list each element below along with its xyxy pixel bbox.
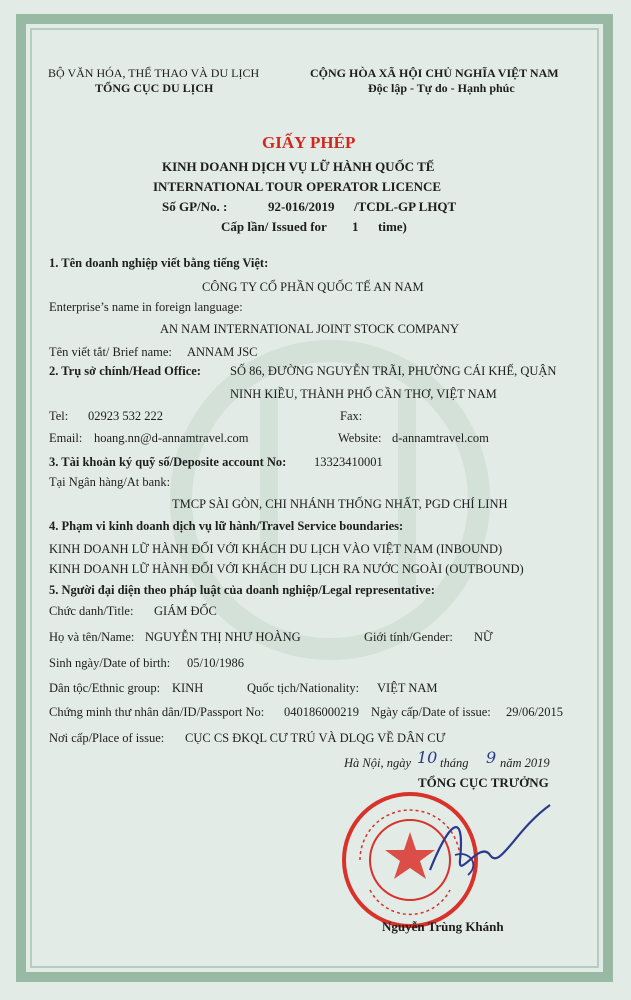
s2-label: 2. Trụ sở chính/Head Office: (49, 364, 201, 378)
signer-name: Nguyễn Trùng Khánh (382, 919, 504, 934)
s2-email-label: Email: (49, 431, 83, 445)
s5-dob-value: 05/10/1986 (187, 656, 244, 670)
s2-address-line1: SỐ 86, ĐƯỜNG NGUYỄN TRÃI, PHƯỜNG CÁI KHẾ, QUẬN (230, 364, 557, 378)
s1-vn-name: CÔNG TY CỔ PHẦN QUỐC TẾ AN NAM (202, 280, 424, 294)
s5-id-value: 040186000219 (284, 705, 359, 719)
s5-name-value: NGUYỄN THỊ NHƯ HOÀNG (145, 630, 301, 644)
date-day: 10 (417, 748, 438, 767)
s2-website-label: Website: (338, 431, 382, 445)
date-month-label: tháng (440, 756, 469, 770)
s2-fax-label: Fax: (340, 409, 363, 423)
licence-no-value: 92-016/2019 (268, 199, 335, 214)
s3-bank-value: TMCP SÀI GÒN, CHI NHÁNH THỐNG NHẤT, PGD CHÍ LINH (172, 497, 508, 511)
s2-tel-value: 02923 532 222 (88, 409, 163, 423)
s5-nationality-label: Quốc tịch/Nationality: (247, 681, 360, 695)
s2-email-value: hoang.nn@d-annamtravel.com (94, 431, 249, 445)
issued-label: Cấp lần/ Issued for (221, 219, 327, 234)
licence-title-en: INTERNATIONAL TOUR OPERATOR LICENCE (153, 179, 442, 194)
s5-place-value: CỤC CS ĐKQL CƯ TRÚ VÀ DLQG VỀ DÂN CƯ (185, 731, 446, 745)
watermark-emblem-center (260, 390, 416, 590)
date-prefix: Hà Nội, ngày (344, 756, 412, 770)
s1-brief-value: ANNAM JSC (187, 345, 258, 359)
header-republic: CỘNG HÒA XÃ HỘI CHỦ NGHĨA VIỆT NAM (310, 66, 559, 80)
licence-no-suffix: /TCDL-GP LHQT (354, 199, 457, 214)
s1-foreign-label: Enterprise’s name in foreign language: (49, 300, 243, 314)
s1-label: 1. Tên doanh nghiệp viết bằng tiếng Việt: (49, 256, 269, 270)
header-ministry: BỘ VĂN HÓA, THỂ THAO VÀ DU LỊCH (48, 66, 260, 80)
s5-nationality-value: VIỆT NAM (377, 681, 438, 695)
issued-suffix: time) (378, 219, 407, 234)
s2-tel-label: Tel: (49, 409, 69, 423)
issued-value: 1 (352, 219, 359, 234)
s4-line2: KINH DOANH LỮ HÀNH ĐỐI VỚI KHÁCH DU LỊCH RA NƯỚC NGOÀI (OUTBOUND) (49, 562, 524, 576)
s5-title-label: Chức danh/Title: (49, 604, 134, 618)
s5-gender-value: NỮ (474, 630, 493, 644)
s2-website-value: d-annamtravel.com (392, 431, 489, 445)
header-motto: Độc lập - Tự do - Hạnh phúc (368, 81, 515, 95)
s4-line1: KINH DOANH LỮ HÀNH ĐỐI VỚI KHÁCH DU LỊCH VÀO VIỆT NAM (INBOUND) (49, 542, 503, 556)
handwritten-signature (420, 800, 560, 900)
s5-gender-label: Giới tính/Gender: (364, 630, 453, 644)
s5-label: 5. Người đại diện theo pháp luật của doanh nghiệp/Legal representative: (49, 583, 435, 597)
licence-title: GIẤY PHÉP (262, 133, 356, 152)
s4-label: 4. Phạm vi kinh doanh dịch vụ lữ hành/Travel Service boundaries: (49, 519, 404, 533)
date-year: năm 2019 (500, 756, 550, 770)
s5-id-label: Chứng minh thư nhân dân/ID/Passport No: (49, 705, 265, 719)
s5-ethnic-value: KINH (172, 681, 204, 695)
s5-place-label: Nơi cấp/Place of issue: (49, 731, 165, 745)
s5-ethnic-label: Dân tộc/Ethnic group: (49, 681, 161, 695)
s5-doi-value: 29/06/2015 (506, 705, 563, 719)
header-department: TỔNG CỤC DU LỊCH (95, 81, 214, 95)
s1-foreign-name: AN NAM INTERNATIONAL JOINT STOCK COMPANY (160, 322, 459, 336)
s5-title-value: GIÁM ĐỐC (154, 604, 217, 618)
s1-brief-label: Tên viết tắt/ Brief name: (49, 345, 172, 359)
s5-doi-label: Ngày cấp/Date of issue: (371, 705, 491, 719)
s3-label: 3. Tài khoản ký quỹ số/Deposite account No: (49, 455, 287, 469)
date-month: 9 (486, 748, 497, 767)
s5-name-label: Họ và tên/Name: (49, 630, 135, 644)
s3-bank-label: Tại Ngân hàng/At bank: (49, 475, 171, 489)
licence-no-label: Số GP/No. : (162, 199, 228, 214)
s5-dob-label: Sinh ngày/Date of birth: (49, 656, 171, 670)
s3-value: 13323410001 (314, 455, 383, 469)
s2-address-line2: NINH KIỀU, THÀNH PHỐ CẦN THƠ, VIỆT NAM (230, 387, 497, 401)
signer-title: TỔNG CỤC TRƯỞNG (418, 775, 549, 790)
licence-title-vn: KINH DOANH DỊCH VỤ LỮ HÀNH QUỐC TẾ (162, 159, 435, 174)
